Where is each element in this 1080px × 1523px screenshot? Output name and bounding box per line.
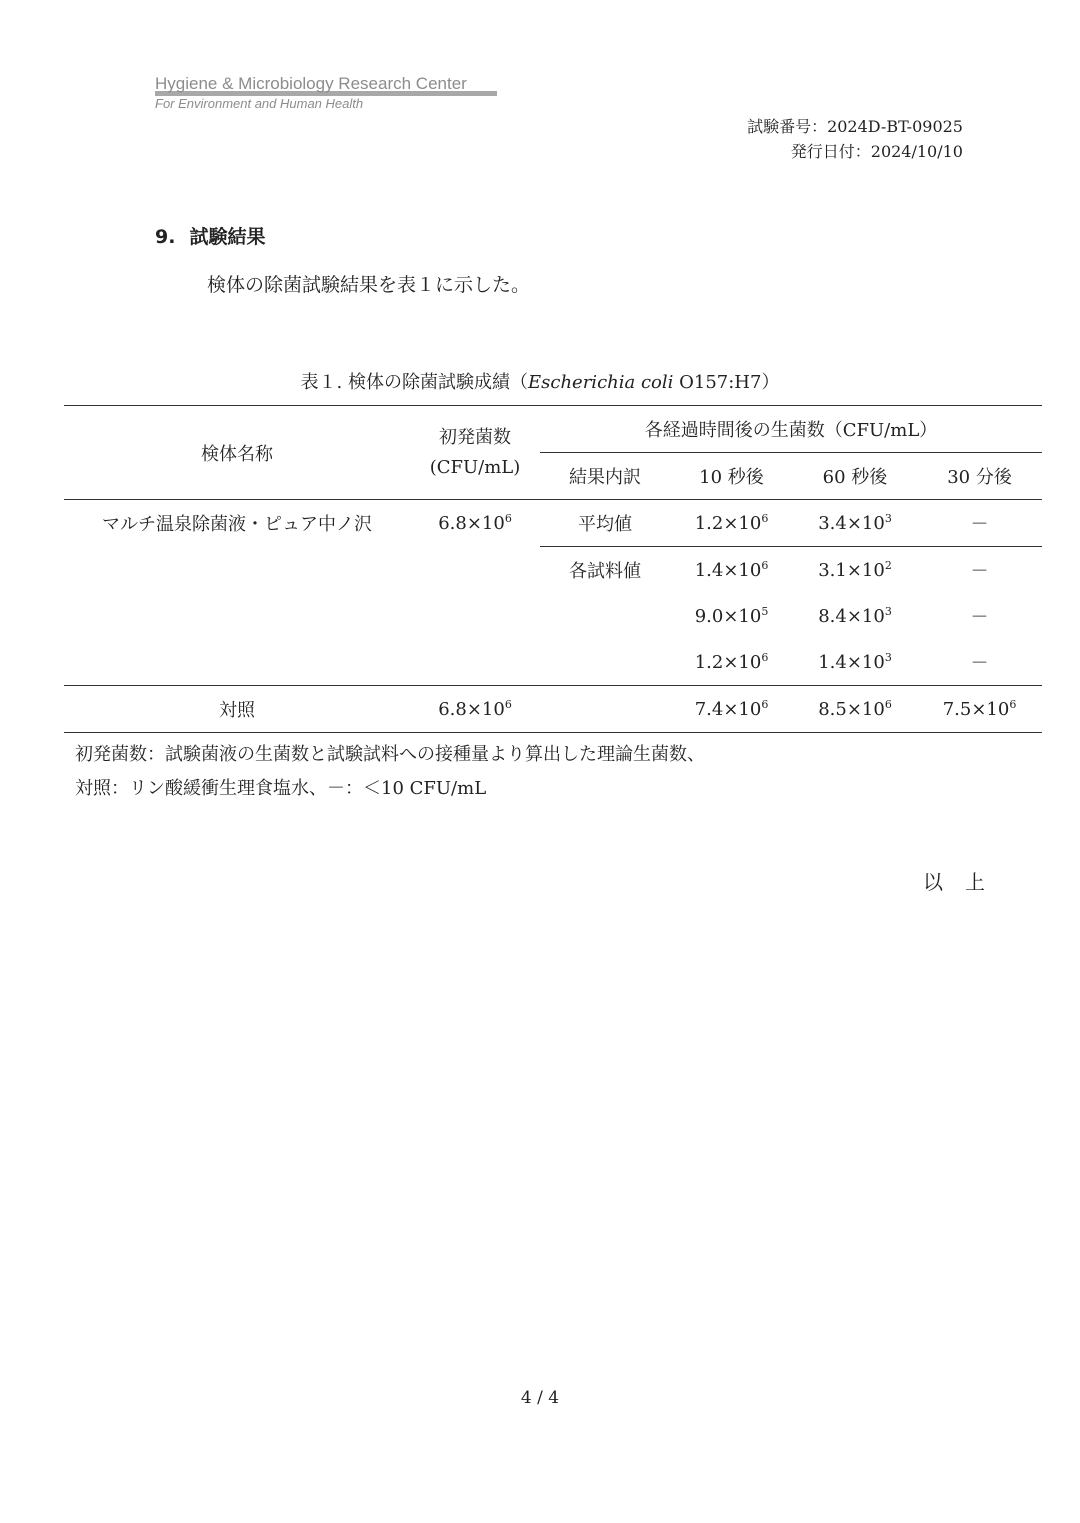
org-logo [155, 74, 497, 112]
control-initial-count: $6.8\times 10^6$ [410, 686, 540, 733]
individual-2-30min: － [970, 607, 989, 628]
table-caption [0, 368, 1080, 394]
section-title: 試験結果 [189, 226, 266, 248]
individual-2-10s: $9.0\times 10^5$ [694, 604, 769, 627]
individual-2-60s: $8.4\times 10^3$ [818, 604, 892, 627]
test-number: 試験番号：2024D-BT-09025 [747, 117, 963, 136]
caption-prefix: 表１. 検体の除菌試験成績（ [300, 372, 528, 393]
note-initial-count: 初発菌数：試験菌液の生菌数と試験試料への接種量より算出した理論生菌数、 [75, 744, 705, 765]
section-intro: 検体の除菌試験結果を表１に示した。 [207, 274, 531, 296]
header-60s: 60 秒後 [793, 453, 917, 500]
table-row [64, 686, 1042, 733]
sample-name: マルチ温泉除菌液・ピュア中ノ沢 [102, 514, 372, 536]
section-number: 9. [155, 226, 176, 248]
caption-species: Escherichia coli [528, 372, 674, 393]
table-row [64, 547, 1042, 594]
control-60s: $8.5\times 10^6$ [793, 686, 917, 733]
caption-suffix: O157:H7） [673, 372, 780, 393]
individual-1-60s: $3.1\times 10^2$ [818, 558, 892, 581]
header-elapsed-group: 各経過時間後の生菌数（CFU/mL） [540, 406, 1042, 453]
average-10s: $1.2\times 10^6$ [670, 500, 793, 547]
individual-3-10s: $1.2\times 10^6$ [694, 650, 769, 673]
closing-mark: 以上 [923, 870, 1007, 894]
control-10s: $7.4\times 10^6$ [670, 686, 793, 733]
results-table [64, 405, 1042, 733]
sample-initial-count: $6.8\times 10^6$ [438, 511, 512, 534]
control-30min: $7.5\times 10^6$ [917, 686, 1042, 733]
page-number: 4 / 4 [520, 1388, 560, 1408]
section-heading [155, 222, 265, 249]
table-row [64, 639, 1042, 686]
header-sample-name: 検体名称 [64, 406, 410, 500]
individual-1-30min: － [970, 561, 989, 582]
average-30min: － [917, 500, 1042, 547]
header-initial-count [410, 406, 540, 500]
table-notes [75, 738, 705, 806]
org-name: Hygiene & Microbiology Research Center [155, 74, 467, 93]
average-60s: $3.4\times 10^3$ [793, 500, 917, 547]
table-row [64, 500, 1042, 547]
control-name: 対照 [64, 686, 410, 733]
header-breakdown: 結果内訳 [540, 453, 670, 500]
header-30min: 30 分後 [917, 453, 1042, 500]
document-meta [747, 114, 963, 164]
org-tagline: For Environment and Human Health [155, 96, 364, 111]
individual-label: 各試料値 [569, 561, 641, 582]
individual-3-60s: $1.4\times 10^3$ [818, 650, 892, 673]
header-row-1 [64, 406, 1042, 453]
note-control: 対照：リン酸緩衝生理食塩水、－：＜10 CFU/mL [75, 778, 487, 799]
header-initial-unit: (CFU/mL) [429, 456, 521, 478]
individual-3-30min: － [970, 653, 989, 674]
table-row [64, 593, 1042, 639]
header-initial-label: 初発菌数 [439, 426, 511, 448]
individual-1-10s: $1.4\times 10^6$ [694, 558, 769, 581]
issue-date: 発行日付：2024/10/10 [790, 142, 963, 161]
average-label: 平均値 [540, 500, 670, 547]
header-10s: 10 秒後 [670, 453, 793, 500]
